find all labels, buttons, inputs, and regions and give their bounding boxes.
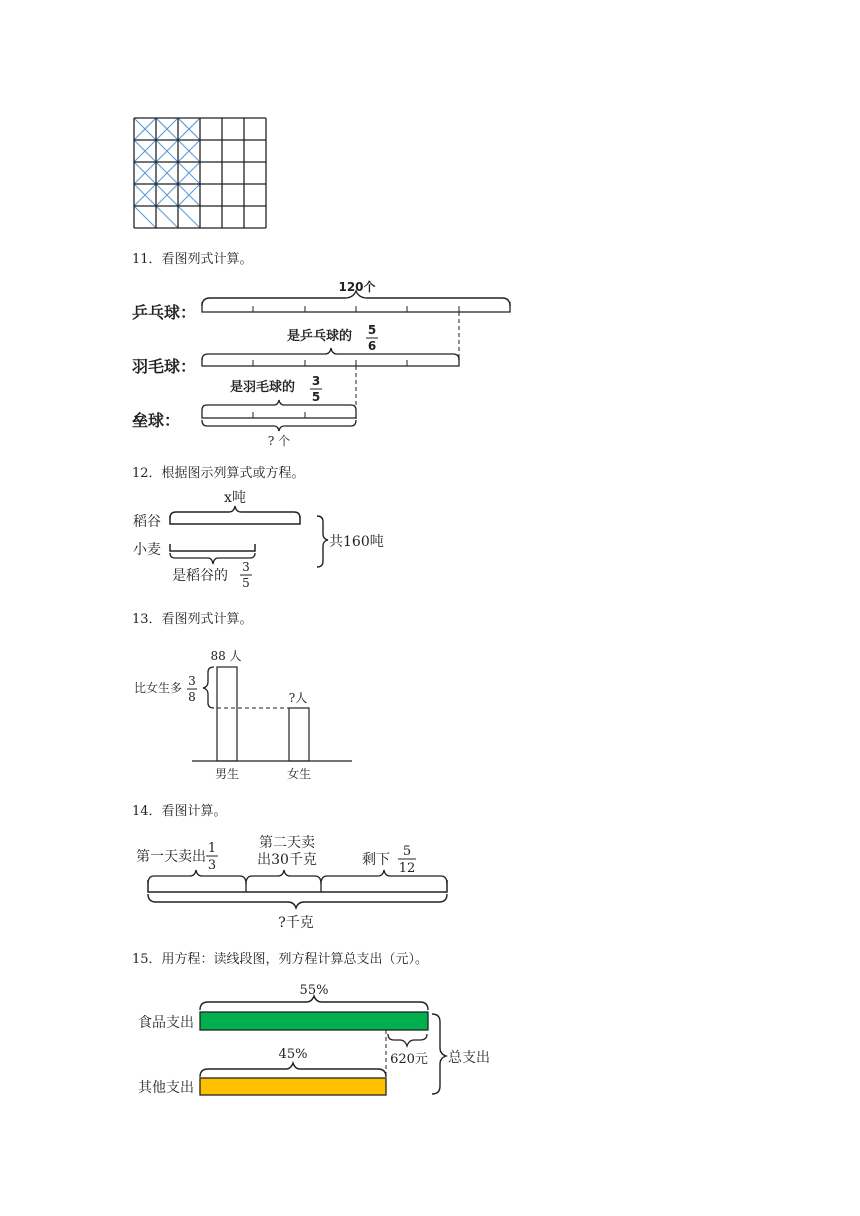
q14-remain-den: 12 [398,861,416,876]
q14-day1-num: 1 [207,841,217,856]
grid-hatch-line [178,206,200,228]
q13-girls-bar [289,708,309,761]
q12-frac-text: 是稻谷的 [172,568,228,584]
q13-boys-label: 男生 [214,767,240,781]
q12-figure [130,484,410,588]
q15-food-pct: 55% [299,983,329,998]
q12-frac-num: 3 [242,560,250,574]
q12-x-label: x吨 [224,490,246,506]
q11-badminton-brace [202,348,459,360]
q15-food-brace [200,996,428,1010]
q14-day2-line2: 出30千克 [257,852,317,868]
q13-diff-text: 比女生多 [134,681,183,695]
q15-food-bar [200,1012,428,1030]
grid-figure [132,116,268,232]
q15-total-brace [432,1014,446,1094]
q13-diff-den: 8 [188,690,196,704]
q11-label-pingpong: 乒乓球： [132,303,197,322]
q12-total-brace [317,516,328,567]
q13-diff-num: 3 [188,674,196,688]
q14-title: 14．看图计算。 [132,804,227,819]
q14-brace-remain [321,870,447,884]
q11-question-label: ? 个 [267,434,291,448]
q12-frac-den: 5 [242,576,250,588]
grid-lines [134,118,266,228]
q13-boys-value-label: 88 人 [210,649,242,663]
q11-frac1-text: 是乒乓球的 [287,329,353,344]
q11-pingpong-segment [202,302,510,312]
grid-hatch-line [156,206,178,228]
q13-title: 13．看图列式计算。 [132,612,253,627]
q11-frac1-num: 5 [367,323,377,337]
q14-brace-day1 [148,870,246,884]
q14-day1-den: 3 [207,858,217,873]
q11-frac2-num: 3 [311,374,321,388]
q12-rice-label: 稻谷 [133,514,161,530]
q15-other-bar [200,1078,386,1095]
q11-label-softball: 垒球： [132,411,181,430]
q11-badminton-segment [202,358,459,366]
q11-title: 11．看图列式计算。 [132,252,253,267]
q15-other-label: 其他支出 [138,1080,194,1096]
q14-figure [130,830,460,936]
q14-total-label: ?千克 [278,915,314,931]
q13-girls-value-label: ?人 [288,691,308,705]
q15-other-brace [200,1063,386,1077]
q12-wheat-segment [170,544,255,551]
q11-frac2-den: 5 [311,390,321,404]
q13-diff-brace [203,667,214,708]
q14-total-brace [148,894,447,908]
q12-wheat-label: 小麦 [133,542,161,558]
q15-title: 15．用方程：读线段图，列方程计算总支出（元）。 [132,952,429,967]
q12-title: 12．根据图示列算式或方程。 [132,466,305,481]
q11-frac2-text: 是羽毛球的 [230,380,296,395]
q15-figure [130,976,510,1104]
q14-day1-text: 第一天卖出 [136,849,206,865]
grid-hatch-line [134,206,156,228]
q15-diff-label: 620元 [390,1052,428,1067]
q14-remain-num: 5 [402,844,412,859]
q11-label-badminton: 羽毛球： [132,357,197,376]
q14-remain-text: 剩下 [362,852,390,868]
q11-total-label: 120个 [338,280,376,294]
q12-top-brace [170,506,300,518]
grid-hatch-lines [134,118,200,228]
q13-figure [130,640,370,786]
q11-bottom-brace [202,420,356,431]
q13-boys-bar [217,667,237,761]
q15-total-label: 总支出 [448,1050,490,1066]
q11-frac1-den: 6 [367,339,377,353]
q11-figure [130,272,530,452]
q14-segment [148,880,447,892]
q14-brace-day2 [246,870,321,884]
q15-food-label: 食品支出 [138,1015,194,1031]
q14-day2-line1: 第二天卖 [259,835,315,851]
q13-girls-label: 女生 [286,767,312,781]
q12-rice-segment [170,516,300,524]
q11-softball-brace [202,400,356,410]
q12-total-label: 共160吨 [329,534,384,550]
q11-softball-segment [202,410,356,418]
q15-diff-brace [388,1034,427,1046]
q15-other-pct: 45% [278,1047,308,1062]
